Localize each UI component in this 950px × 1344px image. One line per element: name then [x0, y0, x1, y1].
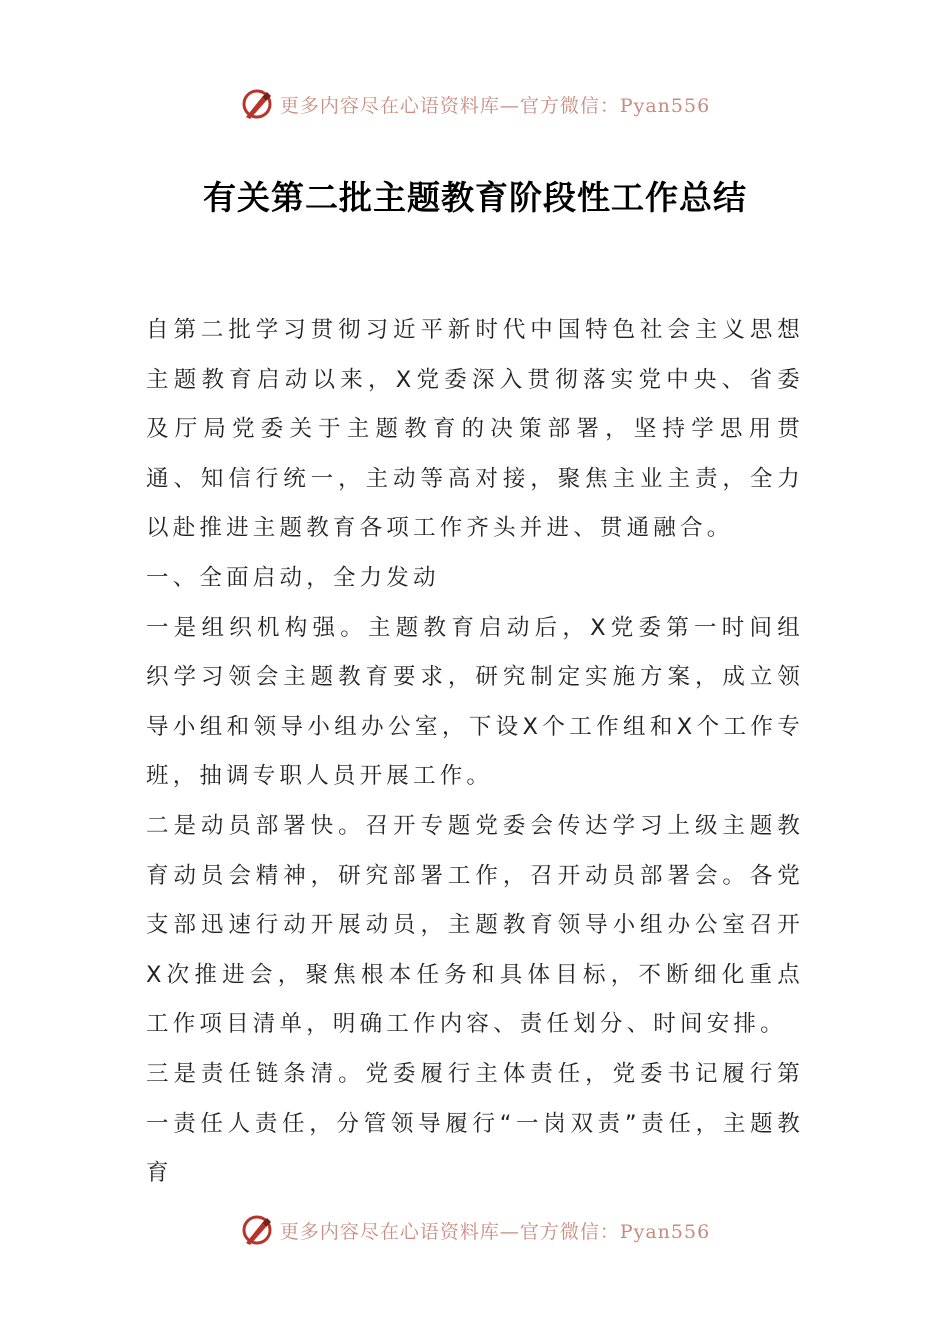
- paragraph-point-1: 一是组织机构强。主题教育启动后，X党委第一时间组织学习领会主题教育要求，研究制定实施方案，成立领导小组和领导小组办公室，下设X个工作组和X个工作专班，抽调专职人员开展工作。: [146, 614, 804, 790]
- watermark-text: 更多内容尽在心语资料库—官方微信：Pyan556: [279, 1220, 711, 1243]
- pen-nib-circle-icon: [240, 87, 274, 121]
- document-title: 有关第二批主题教育阶段性工作总结: [203, 178, 747, 217]
- document-body: [146, 306, 804, 1199]
- watermark-text: 更多内容尽在心语资料库—官方微信：Pyan556: [279, 94, 711, 117]
- paragraph-intro: 自第二批学习贯彻习近平新时代中国特色社会主义思想主题教育启动以来，X党委深入贯彻落实党中央、省委及厅局党委关于主题教育的决策部署，坚持学思用贯通、知信行统一，主动等高对接，聚焦主业主责，全力以赴推进主题教育各项工作齐头并进、贯通融合。: [146, 317, 804, 542]
- pen-nib-circle-icon: [240, 1213, 274, 1247]
- paragraph-point-2: 二是动员部署快。召开专题党委会传达学习上级主题教育动员会精神，研究部署工作，召开动员部署会。各党支部迅速行动开展动员，主题教育领导小组办公室召开X次推进会，聚焦根本任务和具体目标，不断细化重点工作项目清单，明确工作内容、责任划分、时间安排。: [146, 812, 804, 1038]
- footer-watermark: [0, 1208, 950, 1252]
- paragraph-point-3: 三是责任链条清。党委履行主体责任，党委书记履行第一责任人责任，分管领导履行“一岗双责”责任，主题教育: [146, 1060, 804, 1187]
- header-watermark: [0, 82, 950, 126]
- section-heading-1: 一、全面启动，全力发动: [146, 564, 440, 591]
